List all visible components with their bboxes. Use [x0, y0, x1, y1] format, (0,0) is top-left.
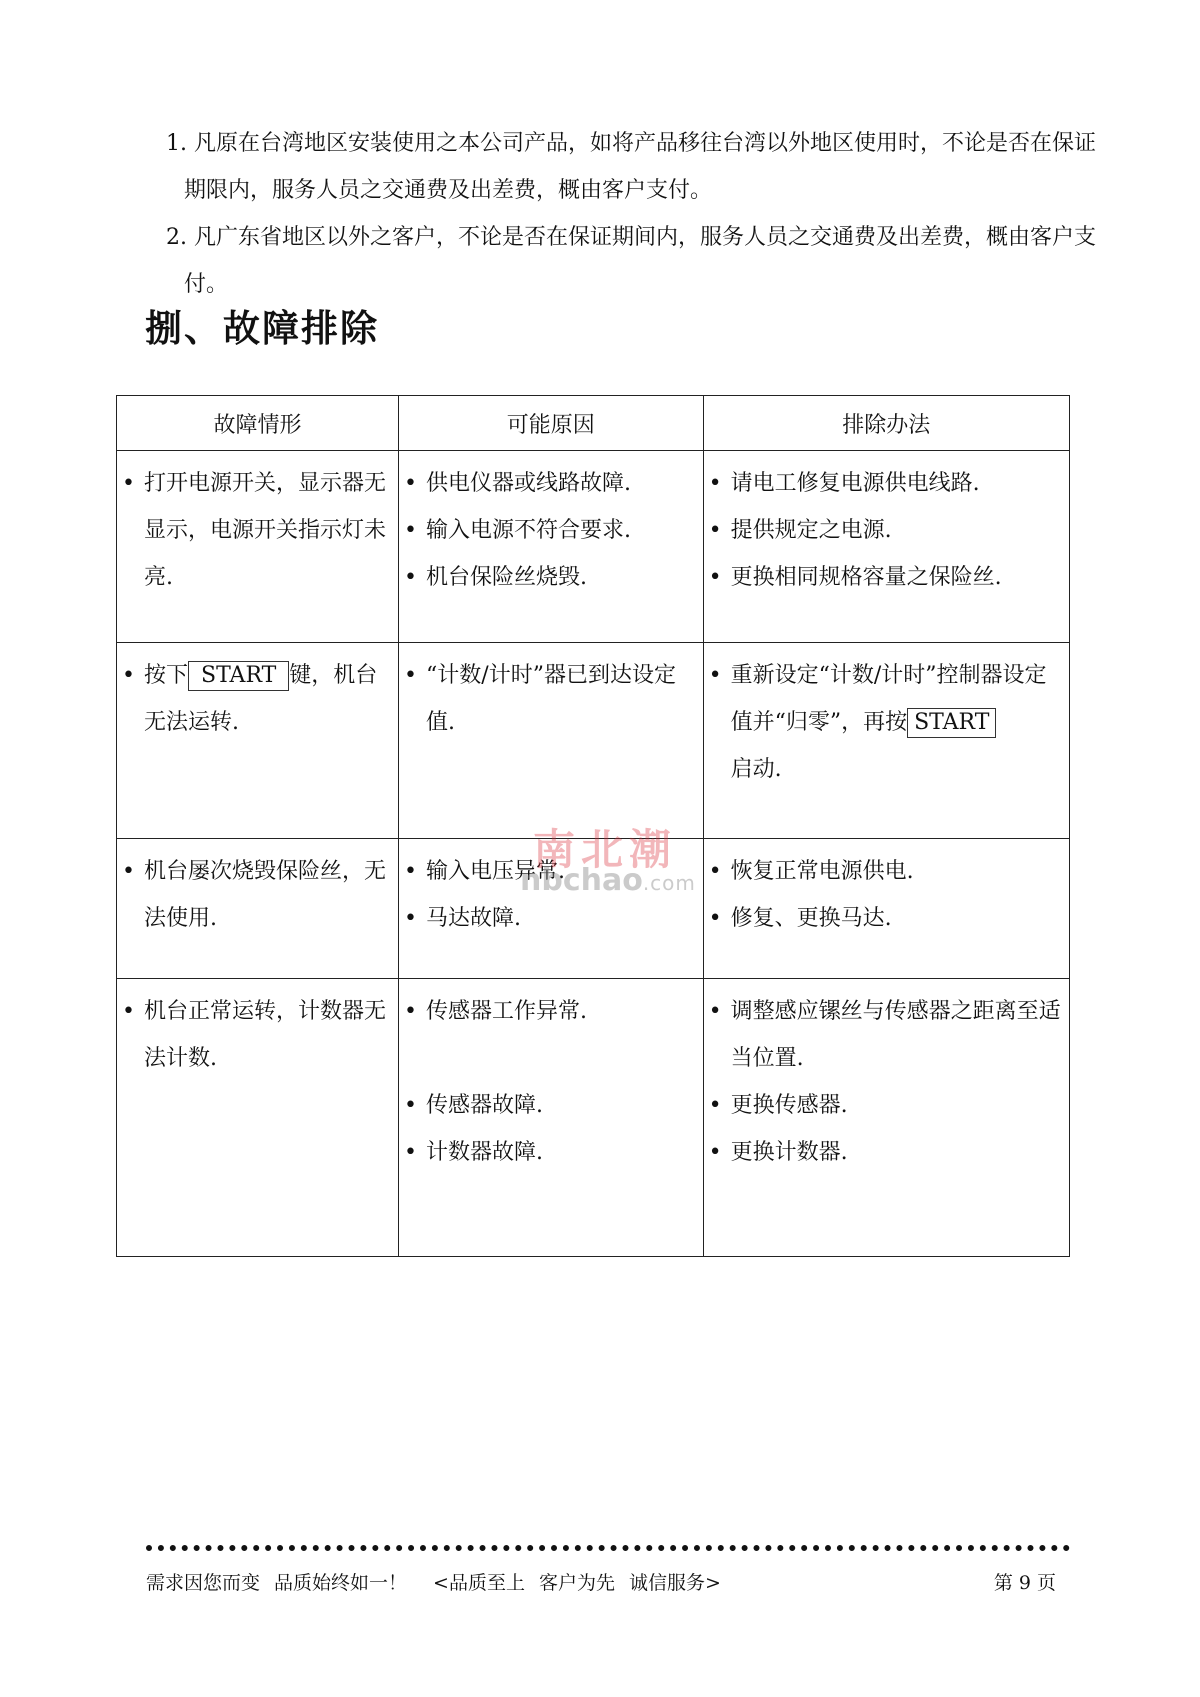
spacer [404, 1035, 696, 1082]
footer-dotted-divider [146, 1545, 1070, 1561]
remedy-item: • 调整感应镙丝与传感器之距离至适当位置. [709, 988, 1062, 1082]
remedy-text-before: 重新设定“计数/计时”控制器设定值并“归零”，再按 [730, 663, 1047, 735]
remedy-item [709, 652, 1062, 793]
causes-cell [399, 451, 704, 643]
remedy-item: • 修复、更换马达. [709, 895, 1062, 942]
page-footer [146, 1568, 1056, 1595]
start-key-label: START [188, 661, 289, 691]
symptom-cell [117, 643, 399, 839]
table-row [117, 979, 1070, 1257]
remedies-cell [703, 839, 1069, 979]
watermark-chinese: 南北潮 [532, 825, 677, 874]
cause-item: • “计数/计时”器已到达设定值. [404, 652, 696, 746]
remedy-item: • 提供规定之电源. [709, 507, 1062, 554]
table-header-row [117, 396, 1070, 451]
symptom-text-before: 按下 [144, 663, 189, 688]
footer-slogan: 客户为先 [538, 1572, 615, 1594]
remedies-cell [703, 643, 1069, 839]
cause-item: • 传感器工作异常. [404, 988, 696, 1035]
header-causes: 可能原因 [399, 396, 704, 451]
symptom-item: • 机台正常运转，计数器无法计数. [122, 988, 391, 1082]
note-1: 1. 凡原在台湾地区安装使用之本公司产品，如将产品移往台湾以外地区使用时，不论是否在保证期限内，服务人员之交通费及出差费，概由客户支付。 [166, 131, 1096, 203]
watermark-name: nbchao [520, 863, 643, 898]
causes-cell [399, 979, 704, 1257]
remedy-item: • 请电工修复电源供电线路. [709, 460, 1062, 507]
remedy-item: • 恢复正常电源供电. [709, 848, 1062, 895]
symptom-item: • 机台屡次烧毁保险丝，无法使用. [122, 848, 391, 942]
remedies-cell [703, 979, 1069, 1257]
table-row [117, 643, 1070, 839]
remedy-item: • 更换相同规格容量之保险丝. [709, 554, 1062, 601]
footer-slogan: 需求因您而变 [146, 1572, 261, 1594]
table-row [117, 839, 1070, 979]
remedies-cell [703, 451, 1069, 643]
remedy-item: • 更换计数器. [709, 1129, 1062, 1176]
cause-item: • 马达故障. [404, 895, 696, 942]
cause-item: • 机台保险丝烧毁. [404, 554, 696, 601]
footer-slogans [146, 1568, 1056, 1595]
symptom-cell [117, 839, 399, 979]
watermark-suffix: .com [642, 871, 696, 895]
cause-item: • 传感器故障. [404, 1082, 696, 1129]
causes-cell [399, 643, 704, 839]
footer-slogan: <品质至上 [433, 1572, 525, 1594]
footer-slogan: 诚信服务> [628, 1572, 721, 1594]
causes-cell [399, 839, 704, 979]
cause-item: • 输入电压异常. [404, 848, 696, 895]
symptom-text-after: 键，机台无法运转. [144, 663, 378, 735]
section-title: 捌、故障排除 [145, 307, 379, 350]
cause-item: • 计数器故障. [404, 1129, 696, 1176]
footer-slogan: 品质始终如一！ [274, 1572, 408, 1594]
cause-item: • 输入电源不符合要求. [404, 507, 696, 554]
table-row [117, 451, 1070, 643]
header-remedies: 排除办法 [703, 396, 1069, 451]
header-symptom: 故障情形 [117, 396, 399, 451]
cause-item: • 供电仪器或线路故障. [404, 460, 696, 507]
symptom-cell [117, 979, 399, 1257]
symptom-item: • 打开电源开关，显示器无显示，电源开关指示灯未亮. [122, 460, 391, 601]
remedy-item: • 更换传感器. [709, 1082, 1062, 1129]
symptom-cell [117, 451, 399, 643]
troubleshooting-table [116, 395, 1070, 1257]
symptom-item [122, 652, 391, 746]
note-2: 2. 凡广东省地区以外之客户，不论是否在保证期间内，服务人员之交通费及出差费，概由客户支付。 [166, 225, 1096, 297]
start-key-label: START [907, 708, 996, 738]
remedy-text-after: 启动. [730, 757, 782, 782]
warranty-notes [166, 120, 1096, 308]
page-number: 第 9 页 [993, 1572, 1056, 1594]
